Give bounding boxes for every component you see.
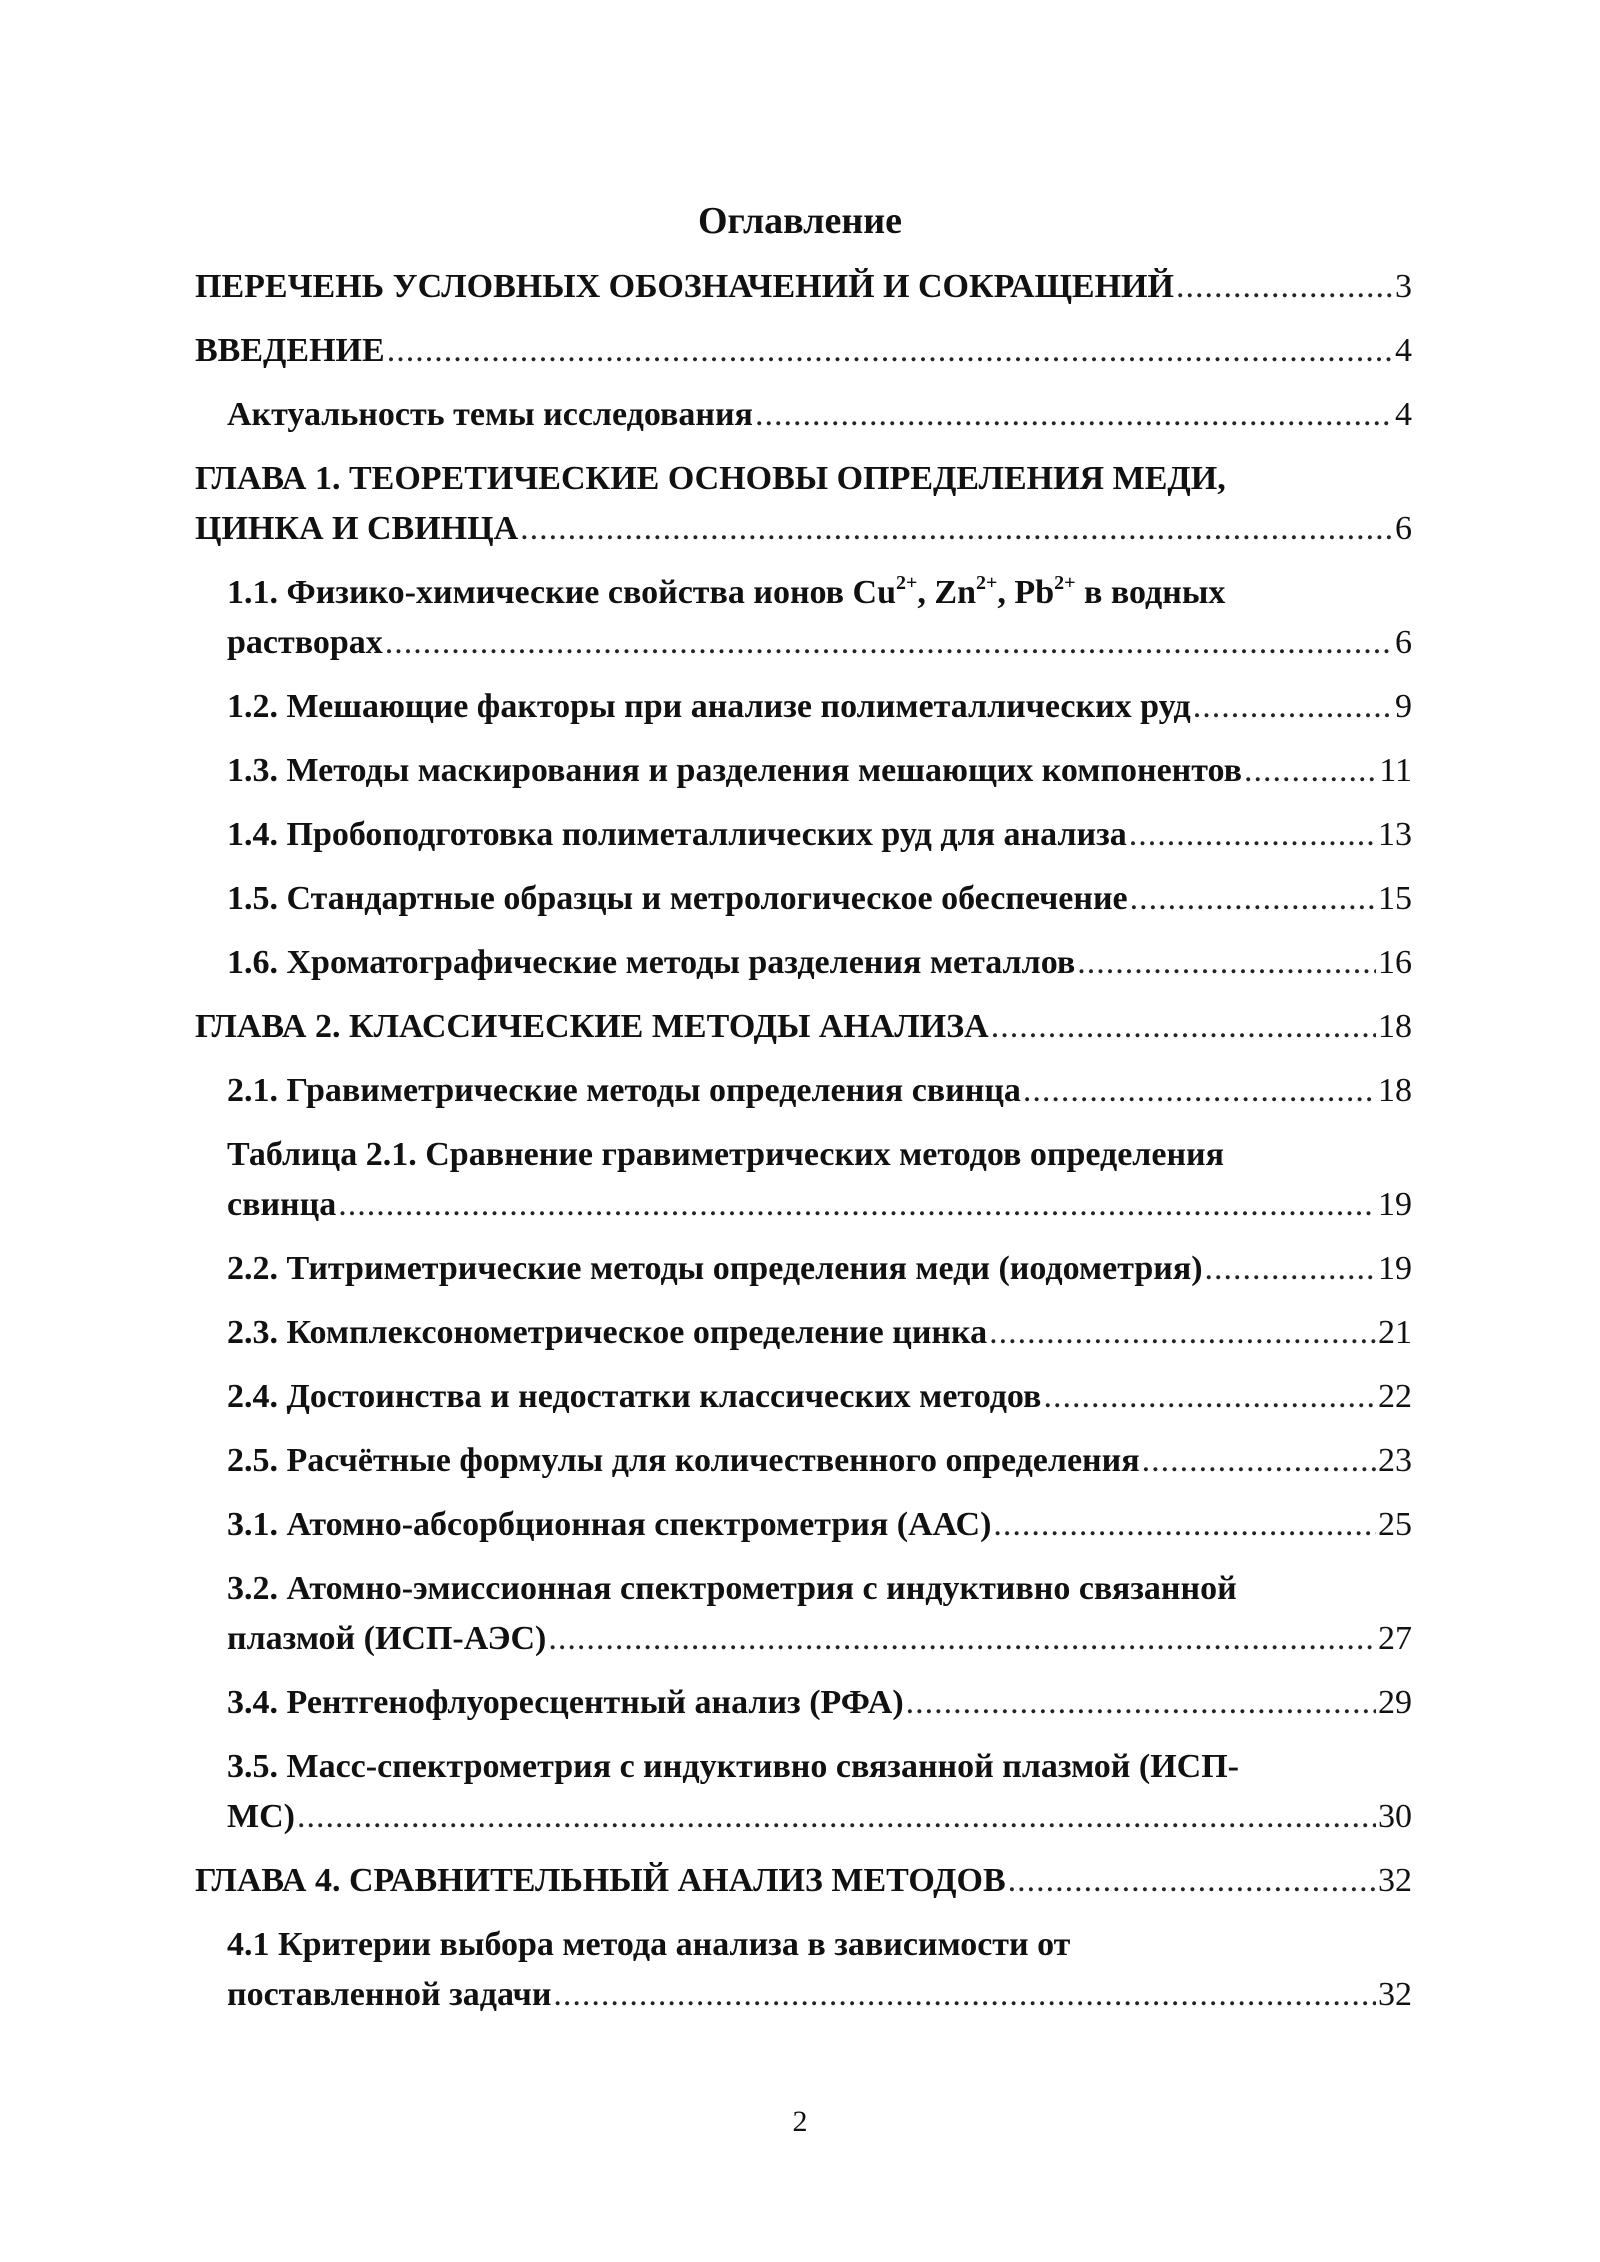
toc-entry-label: 1.5. Стандартные образцы и метрологическое обеспечение: [227, 880, 1128, 917]
toc-entry-row: [195, 1002, 1412, 1052]
toc-entry-label: 1.4. Пробоподготовка полиметаллических руд для анализа: [227, 816, 1127, 853]
dot-leader: [1023, 1066, 1376, 1116]
toc-entry[interactable]: [227, 390, 1412, 440]
toc-entry-label: свинца: [227, 1186, 337, 1223]
toc-entry-title-line: 3.5. Масс-спектрометрия с индуктивно связанной плазмой (ИСП-: [227, 1748, 1239, 1785]
toc-entry-label: 2.3. Комплексонометрическое определение цинка: [227, 1314, 988, 1351]
toc-entry-page-number: 25: [1378, 1506, 1412, 1543]
toc-entry-page-number: 32: [1378, 1862, 1412, 1899]
toc-entry[interactable]: [195, 454, 1412, 554]
toc-entry-title-line: 3.2. Атомно-эмиссионная спектрометрия с индуктивно связанной: [227, 1570, 1237, 1607]
toc-entry-row: [227, 1180, 1412, 1230]
toc-entry-label: ЦИНКА И СВИНЦА: [195, 510, 519, 547]
toc-entry-label: плазмой (ИСП-АЭС): [227, 1620, 547, 1657]
toc-entry-row: [227, 938, 1412, 988]
toc-entry-page-number: 21: [1378, 1314, 1412, 1351]
toc-entry-label: ВВЕДЕНИЕ: [195, 332, 385, 369]
page-number: 2: [792, 2105, 808, 2138]
toc-entry[interactable]: [227, 1678, 1412, 1728]
toc-entry-row: [227, 1244, 1412, 1294]
ion-charge-superscript: 2+: [976, 572, 998, 594]
toc-entry-label: растворах: [227, 624, 383, 661]
toc-entry[interactable]: [227, 682, 1412, 732]
toc-entry-title-fragment: 1.1. Физико-химические свойства ионов Cu: [227, 574, 897, 611]
dot-leader: [520, 504, 1393, 554]
toc-entry[interactable]: [227, 1564, 1412, 1664]
dot-leader: [1130, 874, 1376, 924]
dot-leader: [387, 326, 1393, 376]
toc-entry-row: [227, 874, 1412, 924]
toc-entry-label: 1.2. Мешающие факторы при анализе полиметаллических руд: [227, 688, 1191, 725]
toc-entry[interactable]: [227, 1500, 1412, 1550]
dot-leader: [1129, 810, 1376, 860]
dot-leader: [1142, 1436, 1376, 1486]
toc-entry-page-number: 27: [1378, 1620, 1412, 1657]
toc-entry-page-number: 19: [1378, 1250, 1412, 1287]
toc-entry-row: [227, 618, 1412, 668]
dot-leader: [297, 1792, 1376, 1842]
toc-entry-page-number: 6: [1395, 624, 1412, 661]
toc-entry-page-number: 30: [1378, 1798, 1412, 1835]
toc-entry-title-line: Таблица 2.1. Сравнение гравиметрических методов определения: [227, 1136, 1225, 1173]
toc-entry-row: [227, 390, 1412, 440]
toc-entry-row: [227, 1970, 1412, 2020]
toc-entry-title-fragment: , Pb: [997, 574, 1055, 611]
toc-entry[interactable]: [227, 1130, 1412, 1230]
dot-leader: [989, 1308, 1376, 1358]
toc-entry-page-number: 9: [1395, 688, 1412, 725]
toc-entry[interactable]: [227, 1308, 1412, 1358]
toc-entry-title-line: [227, 568, 1412, 618]
toc-entry-page-number: 22: [1378, 1378, 1412, 1415]
toc-entry[interactable]: [195, 1002, 1412, 1052]
dot-leader: [1077, 938, 1376, 988]
dot-leader: [553, 1970, 1376, 2020]
dot-leader: [1244, 746, 1377, 796]
toc-entry-label: 2.4. Достоинства и недостатки классических методов: [227, 1378, 1042, 1415]
toc-entry-row: [227, 1066, 1412, 1116]
toc-entry-title-line: ГЛАВА 1. ТЕОРЕТИЧЕСКИЕ ОСНОВЫ ОПРЕДЕЛЕНИЯ МЕДИ,: [195, 460, 1226, 497]
toc-entry[interactable]: [227, 938, 1412, 988]
toc-entry-row: [227, 1308, 1412, 1358]
toc-entry-label: МС): [227, 1798, 295, 1835]
toc-entry[interactable]: [195, 262, 1412, 312]
toc-entry-row: [227, 746, 1412, 796]
toc-entry-row: [195, 326, 1412, 376]
toc-entry-page-number: 19: [1378, 1186, 1412, 1223]
toc-entry[interactable]: [195, 1856, 1412, 1906]
toc-entry-title-line: 4.1 Критерии выбора метода анализа в зависимости от: [227, 1926, 1071, 1963]
toc-entry-label: поставленной задачи: [227, 1976, 552, 2013]
toc-entry-row: [227, 1436, 1412, 1486]
dot-leader: [906, 1678, 1376, 1728]
toc-entry-label: ГЛАВА 4. СРАВНИТЕЛЬНЫЙ АНАЛИЗ МЕТОДОВ: [195, 1862, 1006, 1899]
toc-list: [195, 262, 1412, 2034]
dot-leader: [1205, 1244, 1376, 1294]
toc-entry-page-number: 32: [1378, 1976, 1412, 2013]
toc-entry-row: [227, 1500, 1412, 1550]
toc-entry[interactable]: [227, 1436, 1412, 1486]
toc-entry-row: [227, 1678, 1412, 1728]
toc-entry-row: [195, 262, 1412, 312]
toc-entry-page-number: 11: [1379, 752, 1412, 789]
toc-entry[interactable]: [227, 1066, 1412, 1116]
dot-leader: [1176, 262, 1393, 312]
toc-entry-label: Актуальность темы исследования: [227, 396, 753, 433]
toc-entry-row: [195, 1856, 1412, 1906]
toc-entry-row: [195, 504, 1412, 554]
toc-entry[interactable]: [227, 1920, 1412, 2020]
ion-charge-superscript: 2+: [1054, 572, 1076, 594]
dot-leader: [548, 1614, 1376, 1664]
toc-entry[interactable]: [227, 810, 1412, 860]
toc-entry-row: [227, 1792, 1412, 1842]
toc-entry-title-fragment: в водных: [1075, 574, 1226, 611]
toc-entry-label: 3.1. Атомно-абсорбционная спектрометрия (ААС): [227, 1506, 992, 1543]
toc-entry-page-number: 23: [1378, 1442, 1412, 1479]
toc-entry-label: ГЛАВА 2. КЛАССИЧЕСКИЕ МЕТОДЫ АНАЛИЗА: [195, 1008, 989, 1045]
toc-entry[interactable]: [227, 1372, 1412, 1422]
ion-charge-superscript: 2+: [896, 572, 918, 594]
toc-title: Оглавление: [697, 200, 903, 242]
toc-entry-label: 2.5. Расчётные формулы для количественного определения: [227, 1442, 1140, 1479]
toc-entry-page-number: 4: [1395, 396, 1412, 433]
toc-entry-page-number: 6: [1395, 510, 1412, 547]
dot-leader: [991, 1002, 1376, 1052]
toc-entry-page-number: 3: [1395, 268, 1412, 305]
toc-entry[interactable]: [227, 746, 1412, 796]
toc-entry-title-fragment: , Zn: [917, 574, 977, 611]
toc-entry-label: ПЕРЕЧЕНЬ УСЛОВНЫХ ОБОЗНАЧЕНИЙ И СОКРАЩЕНИЙ: [195, 268, 1174, 305]
toc-entry-page-number: 29: [1378, 1684, 1412, 1721]
toc-entry[interactable]: [195, 326, 1412, 376]
toc-entry-row: [227, 810, 1412, 860]
toc-entry-label: 3.4. Рентгенофлуоресцентный анализ (РФА): [227, 1684, 904, 1721]
toc-entry-label: 2.2. Титриметрические методы определения меди (иодометрия): [227, 1250, 1203, 1287]
toc-entry-page-number: 18: [1378, 1072, 1412, 1109]
toc-entry-page-number: 16: [1378, 944, 1412, 981]
toc-entry-label: 1.6. Хроматографические методы разделения металлов: [227, 944, 1076, 981]
toc-entry-label: 1.3. Методы маскирования и разделения мешающих компонентов: [227, 752, 1243, 789]
toc-entry[interactable]: [227, 1742, 1412, 1842]
toc-entry-row: [227, 682, 1412, 732]
dot-leader: [1008, 1856, 1376, 1906]
toc-entry-page-number: 4: [1395, 332, 1412, 369]
toc-entry-page-number: 15: [1378, 880, 1412, 917]
dot-leader: [993, 1500, 1376, 1550]
dot-leader: [755, 390, 1393, 440]
toc-entry[interactable]: [227, 568, 1412, 668]
toc-entry-row: [227, 1372, 1412, 1422]
toc-entry-row: [227, 1614, 1412, 1664]
dot-leader: [385, 618, 1393, 668]
dot-leader: [1193, 682, 1393, 732]
toc-entry-page-number: 18: [1378, 1008, 1412, 1045]
toc-entry[interactable]: [227, 1244, 1412, 1294]
toc-entry[interactable]: [227, 874, 1412, 924]
toc-entry-label: 2.1. Гравиметрические методы определения свинца: [227, 1072, 1021, 1109]
toc-entry-page-number: 13: [1378, 816, 1412, 853]
dot-leader: [338, 1180, 1376, 1230]
dot-leader: [1043, 1372, 1376, 1422]
